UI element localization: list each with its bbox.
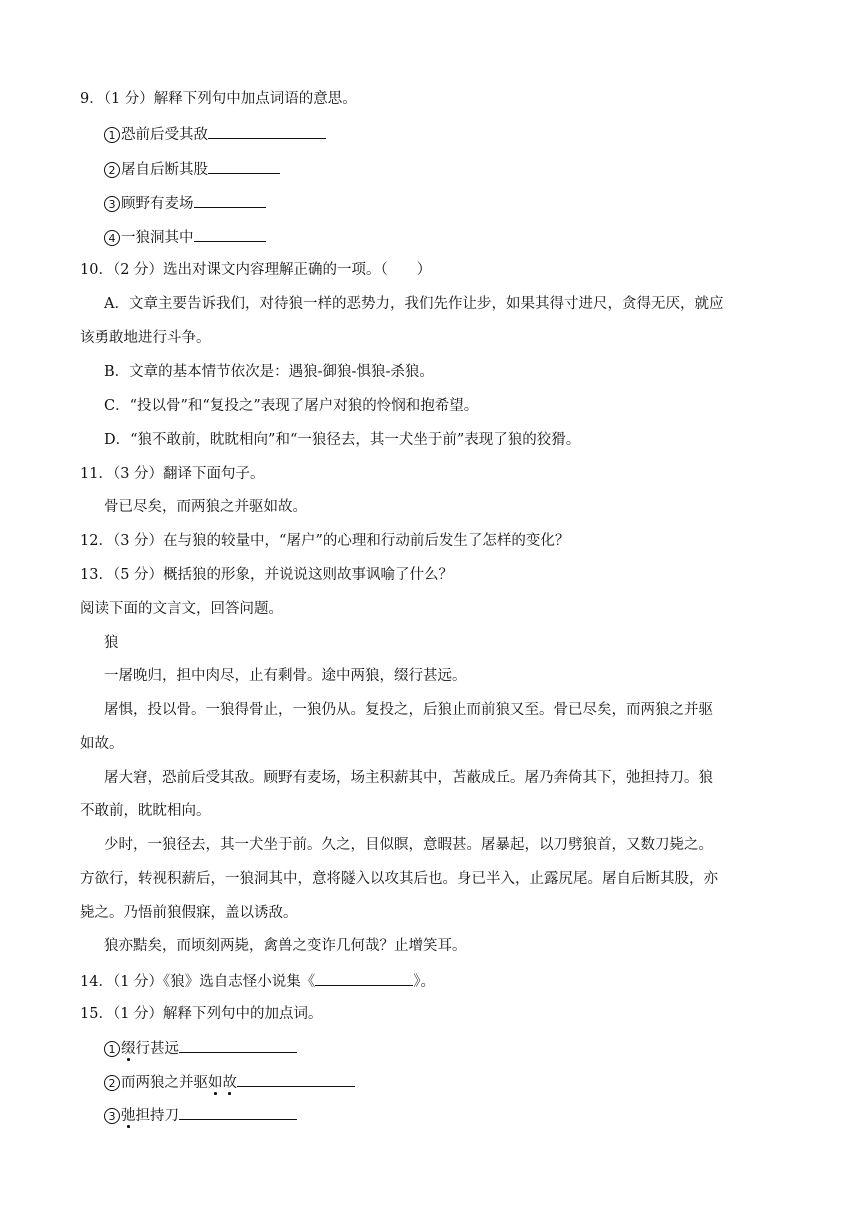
q13-stem: 13．（5 分）概括狼的形象，并说说这则故事讽喻了什么？ [80,567,454,583]
answer-blank[interactable] [194,226,266,242]
q9-stem: 9．（1 分）解释下列句中加点词语的意思。 [80,91,357,107]
passage-title: 狼 [104,635,119,651]
q10-stem: 10．（2 分）选出对课文内容理解正确的一项。（ ） [80,262,432,278]
circled-number: 3 [104,1108,120,1124]
answer-blank[interactable] [315,970,413,986]
q9-item-text: 恐前后受其敌 [121,127,208,143]
q9-item-1 [104,123,326,145]
q15-item-text: 而两狼之并驱 [121,1075,208,1091]
passage-paragraph-3-line2: 不敢前，眈眈相向。 [80,803,211,819]
q9-item-text: 屠自后断其股 [121,162,208,178]
q14-prefix: 14．（1 分）《狼》选自志怪小说集《 [80,974,316,990]
reading-intro: 阅读下面的文言文，回答问题。 [80,601,283,617]
answer-blank[interactable] [179,1104,297,1120]
q9-item-text: 一狼洞其中 [121,230,194,246]
answer-blank[interactable] [237,1071,355,1087]
q15-stem: 15．（1 分）解释下列句中的加点词。 [80,1006,323,1022]
q10-option-b[interactable]: B．文章的基本情节依次是：遇狼-御狼-惧狼-杀狼。 [104,364,434,380]
q10-option-d[interactable]: D．“狼不敢前，眈眈相向”和“一狼径去，其一犬坐于前”表现了狼的狡猾。 [104,432,581,448]
passage-paragraph-4-line1: 少时，一狼径去，其一犬坐于前。久之，目似瞑，意暇甚。屠暴起，以刀劈狼首，又数刀毙之。 [104,837,713,853]
q9-item-2 [104,158,280,180]
q15-item-text: 行甚远 [135,1041,179,1057]
passage-paragraph-2-line2: 如故。 [80,736,124,752]
q15-item-1 [104,1037,297,1059]
answer-blank[interactable] [208,123,326,139]
circled-number: 3 [104,196,120,212]
q15-item-text: 担持刀 [135,1108,179,1124]
circled-number: 2 [104,162,120,178]
answer-blank[interactable] [208,158,280,174]
circled-number: 1 [104,1041,120,1057]
circled-number: 4 [104,230,120,246]
passage-paragraph-4-line3: 毙之。乃悟前狼假寐，盖以诱敌。 [80,905,298,921]
q14-stem [80,970,435,992]
dotted-word: 弛 [121,1108,136,1124]
passage-paragraph-2-line1: 屠惧，投以骨。一狼得骨止，一狼仍从。复投之，后狼止而前狼又至。骨已尽矣，而两狼之并驱 [104,702,713,718]
q11-stem: 11．（3 分）翻译下面句子。 [80,466,265,482]
passage-paragraph-3-line1: 屠大窘，恐前后受其敌。顾野有麦场，场主积薪其中，苫蔽成丘。屠乃奔倚其下，弛担持刀。狼 [104,770,713,786]
q9-item-3 [104,192,266,214]
q11-sentence: 骨已尽矣，而两狼之并驱如故。 [104,499,307,515]
q15-item-3 [104,1104,297,1126]
answer-blank[interactable] [194,192,266,208]
answer-blank[interactable] [179,1037,297,1053]
passage-paragraph-5: 狼亦黠矣，而顷刻两毙，禽兽之变诈几何哉？止增笑耳。 [104,938,467,954]
dotted-word: 如 [208,1075,223,1091]
passage-paragraph-1: 一屠晚归，担中肉尽，止有剩骨。途中两狼，缀行甚远。 [104,668,467,684]
circled-number: 1 [104,127,120,143]
q15-item-2 [104,1071,355,1093]
q9-item-text: 顾野有麦场 [121,196,194,212]
passage-paragraph-4-line2: 方欲行，转视积薪后，一狼洞其中，意将隧入以攻其后也。身已半入，止露尻尾。屠自后断其股，亦 [80,871,718,887]
circled-number: 2 [104,1075,120,1091]
q10-option-c[interactable]: C．“投以骨”和“复投之”表现了屠户对狼的怜悯和抱希望。 [104,398,479,414]
q14-suffix: 》。 [413,974,436,990]
q10-option-a-line2: 该勇敢地进行斗争。 [80,330,211,346]
q9-item-4 [104,226,266,248]
dotted-word: 故 [222,1075,237,1091]
dotted-word: 缀 [121,1041,136,1057]
q12-stem: 12．（3 分）在与狼的较量中，“屠户”的心理和行动前后发生了怎样的变化？ [80,533,570,549]
q10-option-a-line1[interactable]: A．文章主要告诉我们，对待狼一样的恶势力，我们先作让步，如果其得寸进尺，贪得无厌，就应 [104,296,724,312]
